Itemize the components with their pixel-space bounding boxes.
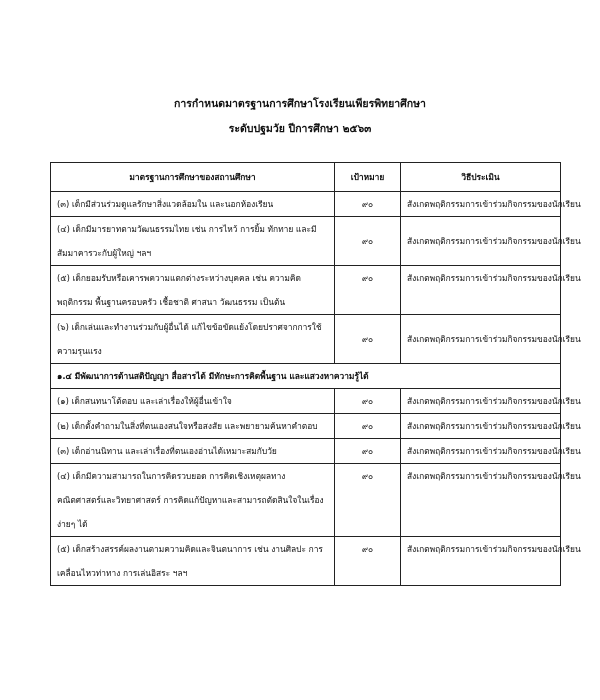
standard-text: (๕) เด็กสร้างสรรค์ผลงานตามความคิดและจินตนาการ เช่น งานศิลปะ การเคลื่อนไหวท่าทาง การเล่นอิสระ ฯลฯ xyxy=(57,544,323,578)
standard-cell xyxy=(51,217,335,266)
standards-table xyxy=(50,162,581,586)
section-row xyxy=(51,364,561,389)
evaluation-cell: สังเกตพฤติกรรมการเข้าร่วมกิจกรรมของนักเรียน xyxy=(401,266,561,315)
evaluation-cell: สังเกตพฤติกรรมการเข้าร่วมกิจกรรมของนักเรียน xyxy=(401,439,561,464)
table-body xyxy=(51,192,581,586)
standard-text: (๓) เด็กอ่านนิทาน และเล่าเรื่องที่ตนเองอ่านได้เหมาะสมกับวัย xyxy=(57,446,277,456)
target-cell: ๙๐ xyxy=(335,537,401,586)
standard-text: (๔) เด็กมีมารยาทตามวัฒนธรรมไทย เช่น การไหว้ การยิ้ม ทักทาย และมีสัมมาคารวะกับผู้ใหญ่ ฯลฯ xyxy=(57,224,317,258)
target-cell: ๙๐ xyxy=(335,266,401,315)
evaluation-cell: สังเกตพฤติกรรมการเข้าร่วมกิจกรรมของนักเรียน xyxy=(401,217,561,266)
standard-cell xyxy=(51,537,335,586)
standard-text: (๕) เด็กยอมรับหรือเคารพความแตกต่างระหว่างบุคคล เช่น ความคิด พฤติกรรม พื้นฐานครอบครัว เชื้อชาติ ศาสนา วัฒนธรรม เป็นต้น xyxy=(57,273,301,307)
table-row xyxy=(51,439,561,464)
standard-cell xyxy=(51,315,335,364)
table-row xyxy=(51,537,561,586)
standard-text: (๓) เด็กมีส่วนร่วมดูแลรักษาสิ่งแวดล้อมใน และนอกห้องเรียน xyxy=(57,199,274,209)
table-row xyxy=(51,315,561,364)
standard-text: (๔) เด็กมีความสามารถในการคิดรวบยอด การคิดเชิงเหตุผลทางคณิตศาสตร์และวิทยาศาสตร์ การคิดแก้ปัญหาและสามารถตัดสินใจในเรื่องง่ายๆ ได้ xyxy=(57,471,324,529)
table-row xyxy=(51,266,561,315)
standard-cell xyxy=(51,192,335,217)
standard-text: (๑) เด็กสนทนาโต้ตอบ และเล่าเรื่องให้ผู้อื่นเข้าใจ xyxy=(57,396,232,406)
evaluation-cell: สังเกตพฤติกรรมการเข้าร่วมกิจกรรมของนักเรียน xyxy=(401,414,561,439)
evaluation-cell: สังเกตพฤติกรรมการเข้าร่วมกิจกรรมของนักเรียน xyxy=(401,315,561,364)
standard-cell xyxy=(51,389,335,414)
table-row xyxy=(51,389,561,414)
header-target: เป้าหมาย xyxy=(335,163,401,192)
target-cell: ๙๐ xyxy=(335,217,401,266)
document-subtitle: ระดับปฐมวัย ปีการศึกษา ๒๕๖๓ xyxy=(228,123,372,135)
table-row xyxy=(51,192,561,217)
target-cell: ๙๐ xyxy=(335,439,401,464)
standard-cell xyxy=(51,439,335,464)
standard-text: (๖) เด็กเล่นและทำงานร่วมกับผู้อื่นได้ แก้ไขข้อขัดแย้งโดยปราศจากการใช้ความรุนแรง xyxy=(57,322,322,356)
evaluation-cell: สังเกตพฤติกรรมการเข้าร่วมกิจกรรมของนักเรียน xyxy=(401,464,561,537)
target-cell: ๙๐ xyxy=(335,464,401,537)
evaluation-cell: สังเกตพฤติกรรมการเข้าร่วมกิจกรรมของนักเรียน xyxy=(401,192,561,217)
evaluation-cell: สังเกตพฤติกรรมการเข้าร่วมกิจกรรมของนักเรียน xyxy=(401,389,561,414)
target-cell: ๙๐ xyxy=(335,414,401,439)
table-row xyxy=(51,464,561,537)
table-header-row xyxy=(51,163,561,192)
standard-text: (๒) เด็กตั้งคำถามในสิ่งที่ตนเองสนใจหรือสงสัย และพยายามค้นหาคำตอบ xyxy=(57,421,318,431)
target-cell: ๙๐ xyxy=(335,315,401,364)
evaluation-cell: สังเกตพฤติกรรมการเข้าร่วมกิจกรรมของนักเรียน xyxy=(401,537,561,586)
standard-cell xyxy=(51,464,335,537)
header-standard: มาตรฐานการศึกษาของสถานศึกษา xyxy=(51,163,335,192)
standard-cell xyxy=(51,414,335,439)
standard-cell xyxy=(51,266,335,315)
target-cell: ๙๐ xyxy=(335,389,401,414)
header-evaluation: วิธีประเมิน xyxy=(401,163,561,192)
document-title: การกำหนดมาตรฐานการศึกษาโรงเรียนเพียรพิทยาศึกษา xyxy=(174,98,426,110)
target-cell: ๙๐ xyxy=(335,192,401,217)
table-row xyxy=(51,217,561,266)
table-row xyxy=(51,414,561,439)
section-heading: ๑.๔ มีพัฒนาการด้านสติปัญญา สื่อสารได้ มีทักษะการคิดพื้นฐาน และแสวงหาความรู้ได้ xyxy=(51,364,561,389)
